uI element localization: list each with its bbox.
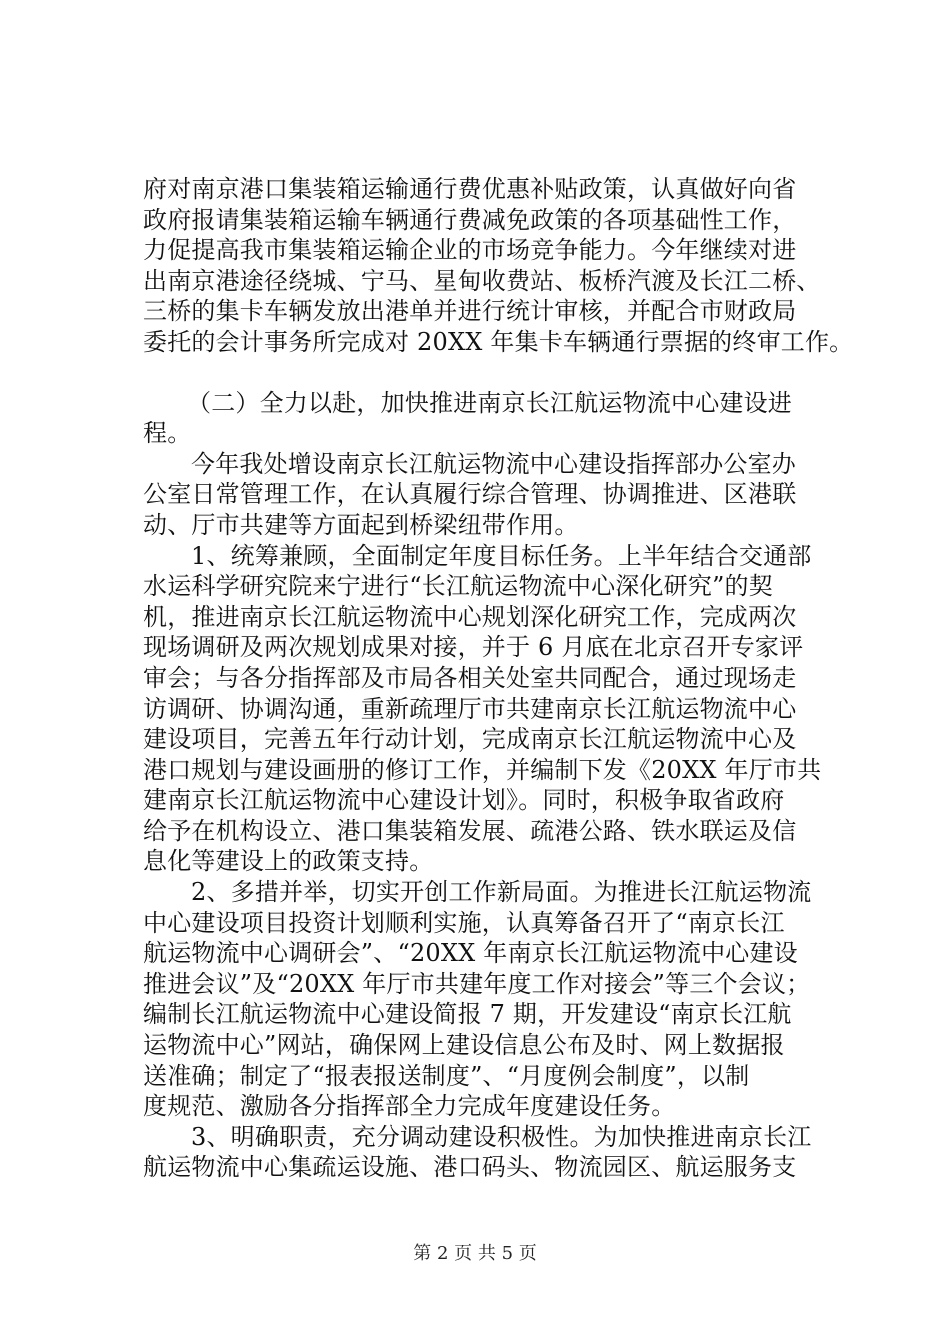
- section-heading: [143, 388, 823, 449]
- text-line: 港口规划与建设画册的修订工作，并编制下发《20XX 年厅市共: [143, 755, 822, 784]
- text-line: 1、统筹兼顾，全面制定年度目标任务。上半年结合交通部: [191, 541, 812, 570]
- text-line: 三桥的集卡车辆发放出港单并进行统计审核，并配合市财政局: [143, 297, 797, 326]
- text-line: 公室日常管理工作，在认真履行综合管理、协调推进、区港联: [143, 480, 797, 509]
- page-number-footer: 第 2 页 共 5 页: [413, 1243, 537, 1264]
- document-body: [143, 174, 854, 1183]
- text-line: 动、厅市共建等方面起到桥梁纽带作用。: [143, 510, 579, 539]
- text-line: 编制长江航运物流中心建设简报 7 期，开发建设“南京长江航: [143, 1000, 792, 1029]
- text-line: 中心建设项目投资计划顺利实施，认真筹备召开了“南京长江: [143, 908, 785, 937]
- item-3: [143, 1122, 823, 1183]
- item-2: [143, 877, 823, 1122]
- text-line: 航运物流中心调研会”、“20XX 年南京长江航运物流中心建设: [143, 939, 798, 968]
- item-1: [143, 541, 823, 878]
- text-line: 息化等建设上的政策支持。: [143, 847, 434, 876]
- text-line: 建设项目，完善五年行动计划，完成南京长江航运物流中心及: [143, 725, 797, 754]
- heading-line: （二）全力以赴，加快推进南京长江航运物流中心建设进: [187, 388, 792, 417]
- text-line: 推进会议”及“20XX 年厅市共建年度工作对接会”等三个会议；: [143, 969, 811, 998]
- text-line: 建南京长江航运物流中心建设计划》。同时，积极争取省政府: [143, 786, 785, 815]
- text-line: 现场调研及两次规划成果对接，并于 6 月底在北京召开专家评: [143, 633, 804, 662]
- paragraph-1: [143, 174, 854, 358]
- text-line: 出南京港途径绕城、宁马、星甸收费站、板桥汽渡及长江二桥、: [143, 266, 821, 295]
- paragraph-gap: [143, 358, 823, 388]
- paragraph-2: [143, 449, 823, 541]
- text-line: 水运科学研究院来宁进行“长江航运物流中心深化研究”的契: [143, 572, 773, 601]
- text-line: 力促提高我市集装箱运输企业的市场竞争能力。今年继续对进: [143, 236, 797, 265]
- heading-line: 程。: [143, 419, 192, 448]
- text-line: 府对南京港口集装箱运输通行费优惠补贴政策，认真做好向省: [143, 175, 797, 203]
- text-line: 委托的会计事务所完成对 20XX 年集卡车辆通行票据的终审工作。: [143, 327, 854, 356]
- text-line: 3、明确职责，充分调动建设积极性。为加快推进南京长江: [191, 1122, 812, 1151]
- text-line: 2、多措并举，切实开创工作新局面。为推进长江航运物流: [191, 878, 812, 907]
- text-line: 访调研、协调沟通，重新疏理厅市共建南京长江航运物流中心: [143, 694, 797, 723]
- text-line: 给予在机构设立、港口集装箱发展、疏港公路、铁水联运及信: [143, 816, 797, 845]
- text-line: 运物流中心”网站，确保网上建设信息公布及时、网上数据报: [143, 1031, 785, 1060]
- text-line: 审会；与各分指挥部及市局各相关处室共同配合，通过现场走: [143, 663, 797, 692]
- text-line: 今年我处增设南京长江航运物流中心建设指挥部办公室办: [191, 449, 796, 478]
- text-line: 政府报请集装箱运输车辆通行费减免政策的各项基础性工作，: [143, 205, 797, 234]
- text-line: 度规范、激励各分指挥部全力完成年度建设任务。: [143, 1092, 676, 1121]
- text-line: 机，推进南京长江航运物流中心规划深化研究工作，完成两次: [143, 602, 797, 631]
- text-line: 航运物流中心集疏运设施、港口码头、物流园区、航运服务支: [143, 1153, 797, 1182]
- text-line: 送准确；制定了“报表报送制度”、“月度例会制度”，以制: [143, 1061, 750, 1090]
